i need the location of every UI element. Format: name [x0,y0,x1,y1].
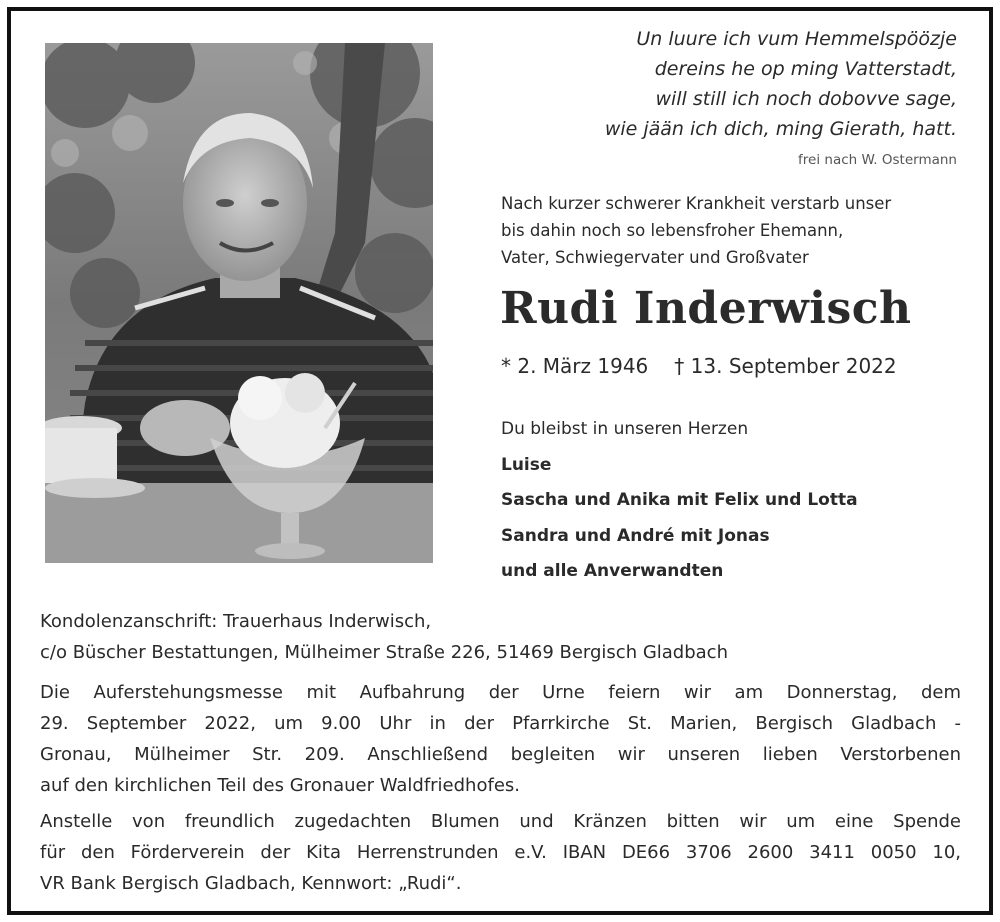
mourner-name: und alle Anverwandten [501,561,724,581]
condolence-line: c/o Büscher Bestattungen, Mülheimer Straße 226, 51469 Bergisch Gladbach [40,642,728,663]
death-announcement [501,190,891,271]
poem-line: Un luure ich vum Hemmelspöözje [636,28,957,50]
condolence-address [40,606,961,668]
birth-date: * 2. März 1946 [501,354,649,378]
mourner-name: Sascha und Anika mit Felix und Lotta [501,490,858,510]
mourners-list [501,412,858,590]
donation-line: VR Bank Bergisch Gladbach, Kennwort: „Rudi“. [40,873,462,894]
mourner-name: Sandra und André mit Jonas [501,525,770,546]
poem [605,24,957,144]
poem-line: will still ich noch dobovve sage, [655,88,957,110]
poem-attribution: frei nach W. Ostermann [798,152,957,168]
mourners-intro: Du bleibst in unseren Herzen [501,419,749,439]
mourner-name: Luise [501,454,552,475]
donation-line: für den Förderverein der Kita Herrenstrunden e.V. IBAN DE66 3706 2600 3411 0050 10, [40,842,961,863]
mass-line: 29. September 2022, um 9.00 Uhr in der Pfarrkirche St. Marien, Bergisch Gladbach - [40,713,961,734]
announcement-line: Vater, Schwiegervater und Großvater [501,248,809,267]
deceased-name: Rudi Inderwisch [500,283,912,334]
donation-notice [40,806,961,899]
poem-line: dereins he op ming Vatterstadt, [654,58,957,80]
announcement-line: Nach kurzer schwerer Krankheit verstarb unser [501,194,892,213]
poem-line: wie jään ich dich, ming Gierath, hatt. [604,118,957,140]
announcement-line: bis dahin noch so lebensfroher Ehemann, [501,221,844,240]
funeral-mass-notice [40,677,961,801]
condolence-line: Kondolenzanschrift: Trauerhaus Inderwisch, [40,611,432,632]
mass-line: Die Auferstehungsmesse mit Aufbahrung der Urne feiern wir am Donnerstag, dem [40,682,961,703]
death-date: † 13. September 2022 [674,354,897,378]
portrait-photo [45,43,433,563]
mass-line: auf den kirchlichen Teil des Gronauer Waldfriedhofes. [40,775,520,796]
mass-line: Gronau, Mülheimer Str. 209. Anschließend begleiten wir unseren lieben Verstorbenen [40,744,961,765]
life-dates [501,354,897,378]
donation-line: Anstelle von freundlich zugedachten Blumen und Kränzen bitten wir um eine Spende [40,811,961,832]
